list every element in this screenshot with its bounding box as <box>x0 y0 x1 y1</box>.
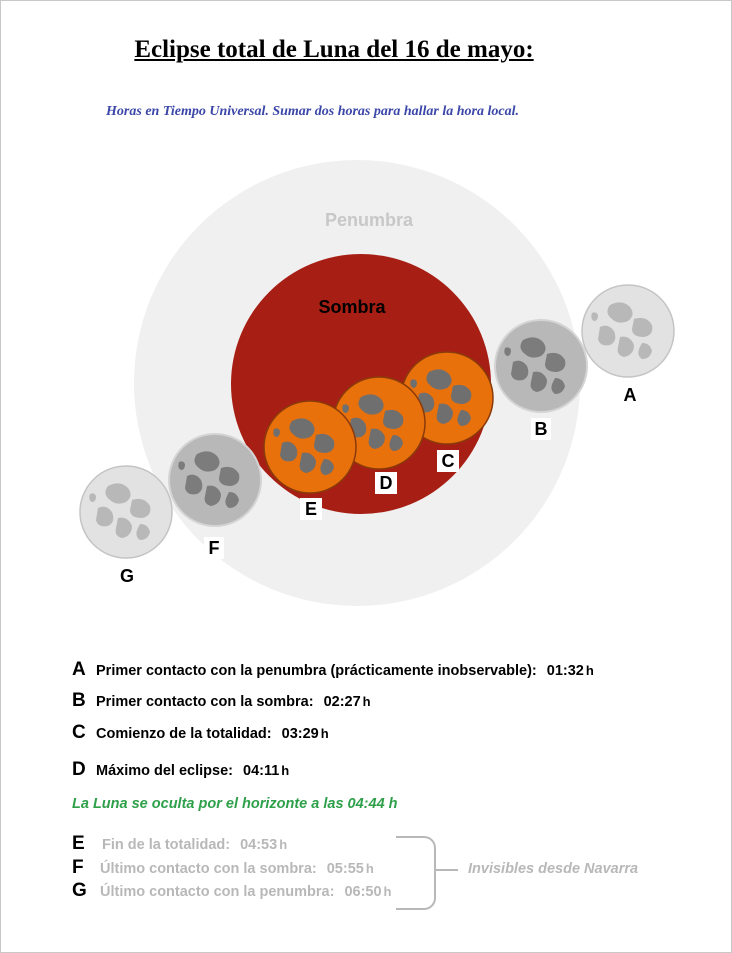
event-row-b <box>72 690 371 712</box>
event-unit: h <box>281 763 290 778</box>
moon-label-f <box>204 537 224 559</box>
event-row-f <box>72 857 374 879</box>
event-letter: A <box>72 659 86 680</box>
moon-label-b <box>531 418 551 440</box>
svg-text:D: D <box>379 473 393 493</box>
event-text: Máximo del eclipse: <box>96 763 233 779</box>
invisible-bracket <box>396 836 436 910</box>
event-row-e <box>72 833 287 855</box>
event-time: 03:29 <box>281 726 319 742</box>
event-text: Comienzo de la totalidad: <box>96 726 272 742</box>
event-unit: h <box>320 726 329 741</box>
event-letter: B <box>72 690 86 711</box>
invisible-bracket-dash <box>436 869 458 871</box>
event-time: 04:11 <box>243 763 280 779</box>
event-letter: C <box>72 722 86 743</box>
moon-b <box>495 320 587 412</box>
event-text: Primer contacto con la sombra: <box>96 694 314 710</box>
event-letter: E <box>72 833 85 854</box>
moon-label-c <box>437 450 459 472</box>
svg-text:E: E <box>304 499 318 519</box>
moon-label-e <box>300 498 322 520</box>
event-row-c <box>72 722 329 744</box>
event-text: Fin de la totalidad: <box>102 837 231 853</box>
svg-text:F: F <box>208 538 220 558</box>
svg-text:B: B <box>534 419 548 439</box>
event-unit: h <box>362 694 371 709</box>
moon-label-g <box>116 565 138 587</box>
event-text: Último contacto con la sombra: <box>100 861 317 877</box>
moon-a <box>582 285 674 377</box>
svg-text:C: C <box>441 451 455 471</box>
event-row-g <box>72 880 391 902</box>
event-time: 02:27 <box>323 694 361 710</box>
event-letter: D <box>72 759 86 780</box>
moon-label-a <box>620 384 640 406</box>
moon-label-d <box>375 472 397 494</box>
umbra-label: Sombra <box>318 297 386 317</box>
moon-g <box>80 466 172 558</box>
event-unit: h <box>365 861 374 876</box>
event-letter: G <box>72 880 87 901</box>
event-unit: h <box>279 837 288 852</box>
page-title: Eclipse total de Luna del 16 de mayo: <box>134 36 534 63</box>
event-time: 05:55 <box>326 861 364 877</box>
event-time: 04:53 <box>240 837 278 853</box>
event-text: Último contacto con la penumbra: <box>100 884 335 900</box>
invisible-note: Invisibles desde Navarra <box>468 861 639 877</box>
penumbra-label: Penumbra <box>324 210 414 230</box>
svg-text:A: A <box>623 385 637 405</box>
event-row-a <box>72 659 594 681</box>
page-subtitle: Horas en Tiempo Universal. Sumar dos horas para hallar la hora local. <box>106 104 519 119</box>
event-text: Primer contacto con la penumbra (prácticamente inobservable): <box>96 663 537 679</box>
event-unit: h <box>383 884 392 899</box>
moonset-note: La Luna se oculta por el horizonte a las 04:44 h <box>72 796 398 812</box>
event-unit: h <box>585 663 594 678</box>
moon-e <box>264 401 356 493</box>
event-time: 01:32 <box>546 663 584 679</box>
event-letter: F <box>72 857 84 878</box>
event-row-d <box>72 759 289 781</box>
svg-text:G: G <box>119 566 135 586</box>
moon-f <box>169 434 261 526</box>
event-time: 06:50 <box>344 884 382 900</box>
